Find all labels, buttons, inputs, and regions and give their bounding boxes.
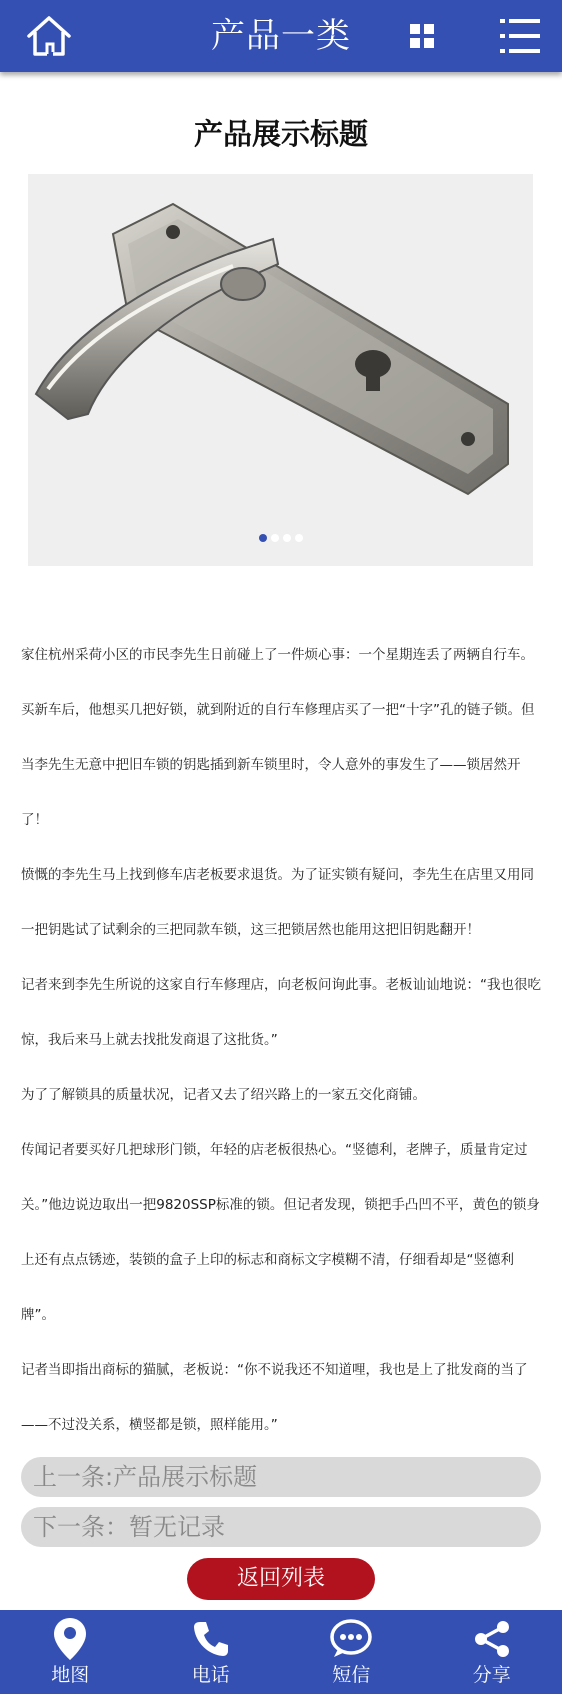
slider-dot[interactable]	[259, 534, 267, 542]
slider-dot[interactable]	[295, 534, 303, 542]
grid-button[interactable]	[392, 0, 452, 72]
menu-button[interactable]	[490, 0, 550, 72]
back-to-list-button[interactable]: 返回列表	[187, 1558, 375, 1600]
product-image-slider[interactable]	[28, 174, 533, 566]
article-paragraph: 为了了解锁具的质量状况，记者又去了绍兴路上的一家五交化商铺。	[21, 1087, 426, 1103]
map-pin-icon	[54, 1618, 86, 1660]
slider-dot[interactable]	[283, 534, 291, 542]
footer-item-share[interactable]	[422, 1610, 562, 1694]
footer-item-phone[interactable]	[141, 1610, 282, 1694]
slider-dots	[28, 534, 533, 542]
article-body	[21, 628, 541, 1453]
footer-item-message[interactable]	[281, 1610, 422, 1694]
footer-item-map[interactable]	[0, 1610, 141, 1694]
article-paragraph: 记者当即指出商标的猫腻，老板说：“你不说我还不知道哩，我也是上了批发商的当了——不过没关系，横竖都是锁，照样能用。”	[21, 1362, 528, 1433]
footer-label: 分享	[472, 1664, 511, 1686]
footer-label: 地图	[51, 1664, 90, 1686]
article-paragraph: 家住杭州采荷小区的市民李先生日前碰上了一件烦心事：一个星期连丢了两辆自行车。买新车后，他想买几把好锁，就到附近的自行车修理店买了一把“十字”孔的链子锁。但当李先生无意中把旧车锁的钥匙插到新车锁里时，令人意外的事发生了——锁居然开了！	[21, 647, 535, 828]
door-lock-handle-image	[28, 174, 533, 566]
message-icon	[330, 1619, 372, 1659]
article-paragraph: 记者来到李先生所说的这家自行车修理店，向老板问询此事。老板讪讪地说：“我也很吃惊，我后来马上就去找批发商退了这批货。”	[21, 977, 541, 1048]
share-icon	[473, 1620, 511, 1658]
footer-label: 电话	[191, 1664, 230, 1686]
next-article-link[interactable]: 下一条：暂无记录	[21, 1507, 541, 1547]
menu-icon	[500, 19, 540, 53]
header-title: 产品一类	[211, 16, 351, 56]
grid-icon	[410, 24, 434, 48]
phone-icon	[192, 1620, 230, 1658]
top-header	[0, 0, 562, 72]
footer-label: 短信	[332, 1664, 371, 1686]
prev-article-link[interactable]: 上一条:产品展示标题	[21, 1457, 541, 1497]
article-paragraph: 愤慨的李先生马上找到修车店老板要求退货。为了证实锁有疑问，李先生在店里又用同一把钥匙试了试剩余的三把同款车锁，这三把锁居然也能用这把旧钥匙翻开！	[21, 867, 534, 938]
article-paragraph: 传闻记者要买好几把球形门锁，年轻的店老板很热心。“竖德利，老牌子，质量肯定过关。”他边说边取出一把9820SSP标准的锁。但记者发现，锁把手凸凹不平，黄色的锁身上还有点点锈迹，装锁的盒子上印的标志和商标文字模糊不清，仔细看却是“竖德利牌”。	[21, 1142, 540, 1323]
bottom-nav	[0, 1610, 562, 1694]
product-title: 产品展示标题	[193, 117, 368, 151]
slider-dot[interactable]	[271, 534, 279, 542]
